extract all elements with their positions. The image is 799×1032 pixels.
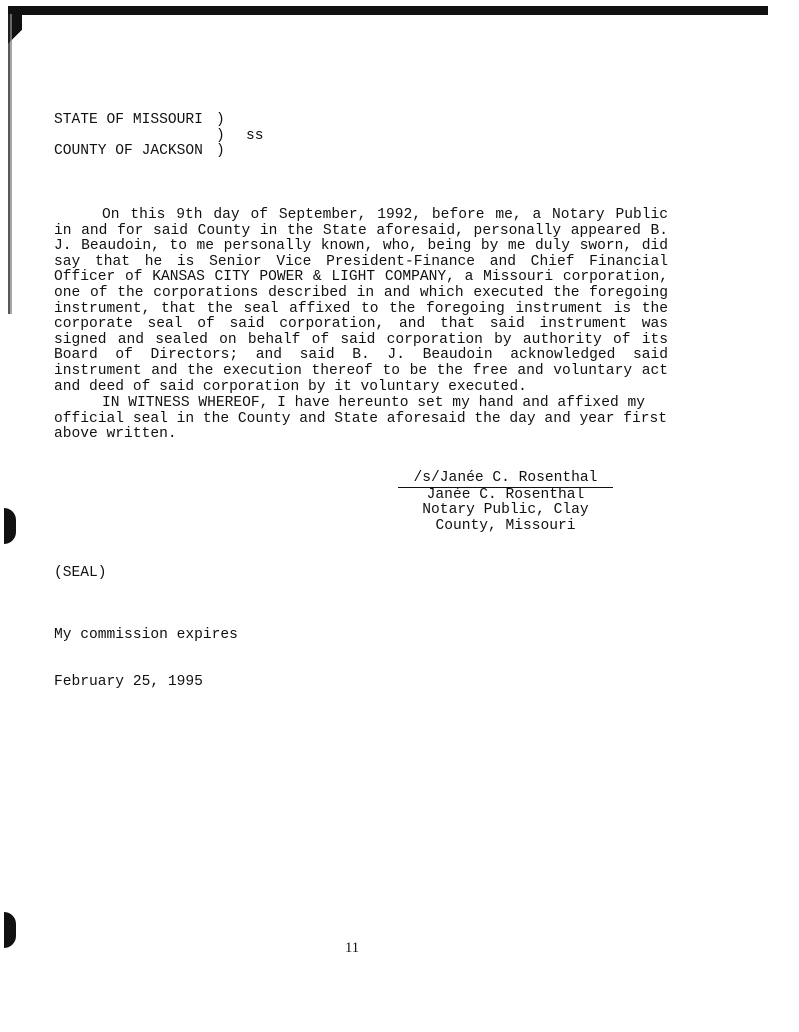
- acknowledgment-paragraph: On this 9th day of September, 1992, before me, a Notary Public in and for said County in the State aforesaid, personally appeared B. J. Beaudoin, to me personally known, who, being by me duly sworn, did say that he is Senior Vice President-Finance and Chief Financial Officer of KANSAS CITY POWER & LIGHT COMPANY, a Missouri corporation, one of the corporations described in and which executed the foregoing instrument, that the seal affixed to the foregoing instrument is the corporate seal of said corporation, and that said instrument was signed and sealed on behalf of said corporation by authority of its Board of Directors; and said B. J. Beaudoin acknowledged said instrument and the execution thereof to be the free and voluntary act and deed of said corporation by it voluntary executed.: [54, 207, 668, 395]
- seal-label: (SEAL): [54, 565, 107, 581]
- commission-line-2: February 25, 1995: [54, 673, 203, 690]
- venue-paren: ): [216, 143, 225, 159]
- commission-line-1: My commission expires: [54, 627, 238, 644]
- venue-paren: ): [216, 128, 225, 144]
- notary-title: Notary Public, Clay: [422, 502, 589, 519]
- scan-border-top: [8, 6, 768, 15]
- witness-paragraph: IN WITNESS WHEREOF, I have hereunto set my hand and affixed my official seal in the County and State aforesaid the day and year first above written.: [54, 395, 668, 443]
- notary-county: County, Missouri: [435, 517, 576, 534]
- scan-border-left: [8, 14, 16, 314]
- binder-hole-mark: [4, 912, 16, 948]
- commission-block: [54, 597, 238, 722]
- notary-name: Janée C. Rosenthal: [426, 486, 585, 503]
- binder-hole-mark: [4, 508, 16, 544]
- venue-county: COUNTY OF JACKSON: [54, 143, 203, 159]
- signature-line: /s/Janée C. Rosenthal: [398, 471, 613, 488]
- signature-block: [398, 471, 613, 534]
- venue-state: STATE OF MISSOURI: [54, 112, 203, 128]
- page-number: 11: [345, 940, 360, 956]
- venue-paren: ): [216, 112, 225, 128]
- venue-ss: ss: [246, 128, 264, 144]
